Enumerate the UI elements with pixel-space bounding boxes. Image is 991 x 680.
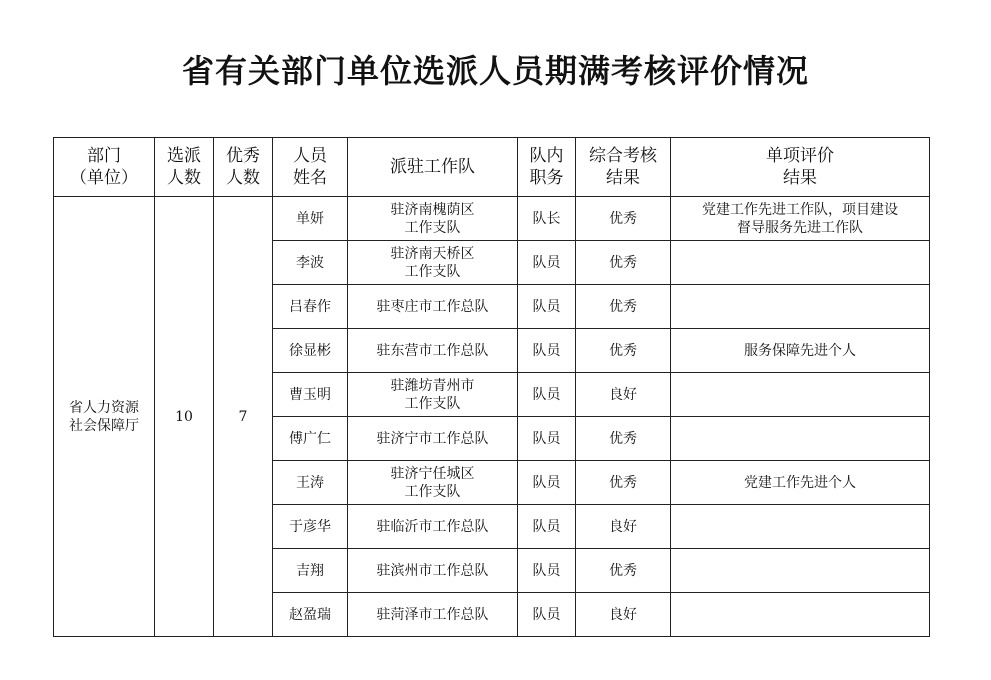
page-title: 省有关部门单位选派人员期满考核评价情况 xyxy=(181,52,809,90)
excellent-count-cell: 7 xyxy=(214,197,273,637)
position-cell: 队员 xyxy=(518,241,576,285)
person-name-cell: 傅广仁 xyxy=(273,417,348,461)
remark-cell xyxy=(671,593,930,637)
header-row xyxy=(54,138,930,197)
remark-cell xyxy=(671,549,930,593)
remark-cell xyxy=(671,505,930,549)
person-name-cell: 曹玉明 xyxy=(273,373,348,417)
person-name-cell: 吕春作 xyxy=(273,285,348,329)
person-name-cell: 徐显彬 xyxy=(273,329,348,373)
dept-cell: 省人力资源 社会保障厅 xyxy=(54,197,155,637)
team-cell: 驻临沂市工作总队 xyxy=(348,505,518,549)
position-cell: 队员 xyxy=(518,593,576,637)
person-name-cell: 于彦华 xyxy=(273,505,348,549)
position-cell: 队长 xyxy=(518,197,576,241)
header-remark: 单项评价 结果 xyxy=(671,138,930,197)
remark-cell: 服务保障先进个人 xyxy=(671,329,930,373)
remark-cell xyxy=(671,241,930,285)
position-cell: 队员 xyxy=(518,373,576,417)
result-cell: 良好 xyxy=(576,505,671,549)
position-cell: 队员 xyxy=(518,417,576,461)
remark-cell xyxy=(671,417,930,461)
position-cell: 队员 xyxy=(518,505,576,549)
header-result: 综合考核 结果 xyxy=(576,138,671,197)
header-team: 派驻工作队 xyxy=(348,138,518,197)
result-cell: 优秀 xyxy=(576,197,671,241)
result-cell: 良好 xyxy=(576,593,671,637)
person-name-cell: 单妍 xyxy=(273,197,348,241)
person-name-cell: 李波 xyxy=(273,241,348,285)
person-name-cell: 吉翔 xyxy=(273,549,348,593)
remark-cell: 党建工作先进工作队，项目建设 督导服务先进工作队 xyxy=(671,197,930,241)
team-cell: 驻济宁市工作总队 xyxy=(348,417,518,461)
team-cell: 驻枣庄市工作总队 xyxy=(348,285,518,329)
position-cell: 队员 xyxy=(518,549,576,593)
team-cell: 驻潍坊青州市 工作支队 xyxy=(348,373,518,417)
header-dept: 部门 （单位） xyxy=(54,138,155,197)
result-cell: 优秀 xyxy=(576,241,671,285)
selected-count-cell: 10 xyxy=(155,197,214,637)
header-position: 队内 职务 xyxy=(518,138,576,197)
person-name-cell: 赵盈瑞 xyxy=(273,593,348,637)
team-cell: 驻菏泽市工作总队 xyxy=(348,593,518,637)
team-cell: 驻东营市工作总队 xyxy=(348,329,518,373)
position-cell: 队员 xyxy=(518,461,576,505)
position-cell: 队员 xyxy=(518,285,576,329)
team-cell: 驻济宁任城区 工作支队 xyxy=(348,461,518,505)
position-cell: 队员 xyxy=(518,329,576,373)
result-cell: 优秀 xyxy=(576,285,671,329)
team-cell: 驻滨州市工作总队 xyxy=(348,549,518,593)
result-cell: 优秀 xyxy=(576,329,671,373)
team-cell: 驻济南槐荫区 工作支队 xyxy=(348,197,518,241)
team-cell: 驻济南天桥区 工作支队 xyxy=(348,241,518,285)
table-row xyxy=(54,197,930,241)
result-cell: 优秀 xyxy=(576,549,671,593)
result-cell: 优秀 xyxy=(576,417,671,461)
remark-cell xyxy=(671,373,930,417)
result-cell: 优秀 xyxy=(576,461,671,505)
remark-cell: 党建工作先进个人 xyxy=(671,461,930,505)
person-name-cell: 王涛 xyxy=(273,461,348,505)
result-cell: 良好 xyxy=(576,373,671,417)
table-body xyxy=(54,197,930,637)
header-name: 人员 姓名 xyxy=(273,138,348,197)
header-excellent-count: 优秀 人数 xyxy=(214,138,273,197)
header-selected-count: 选派 人数 xyxy=(155,138,214,197)
remark-cell xyxy=(671,285,930,329)
evaluation-table xyxy=(53,137,930,637)
